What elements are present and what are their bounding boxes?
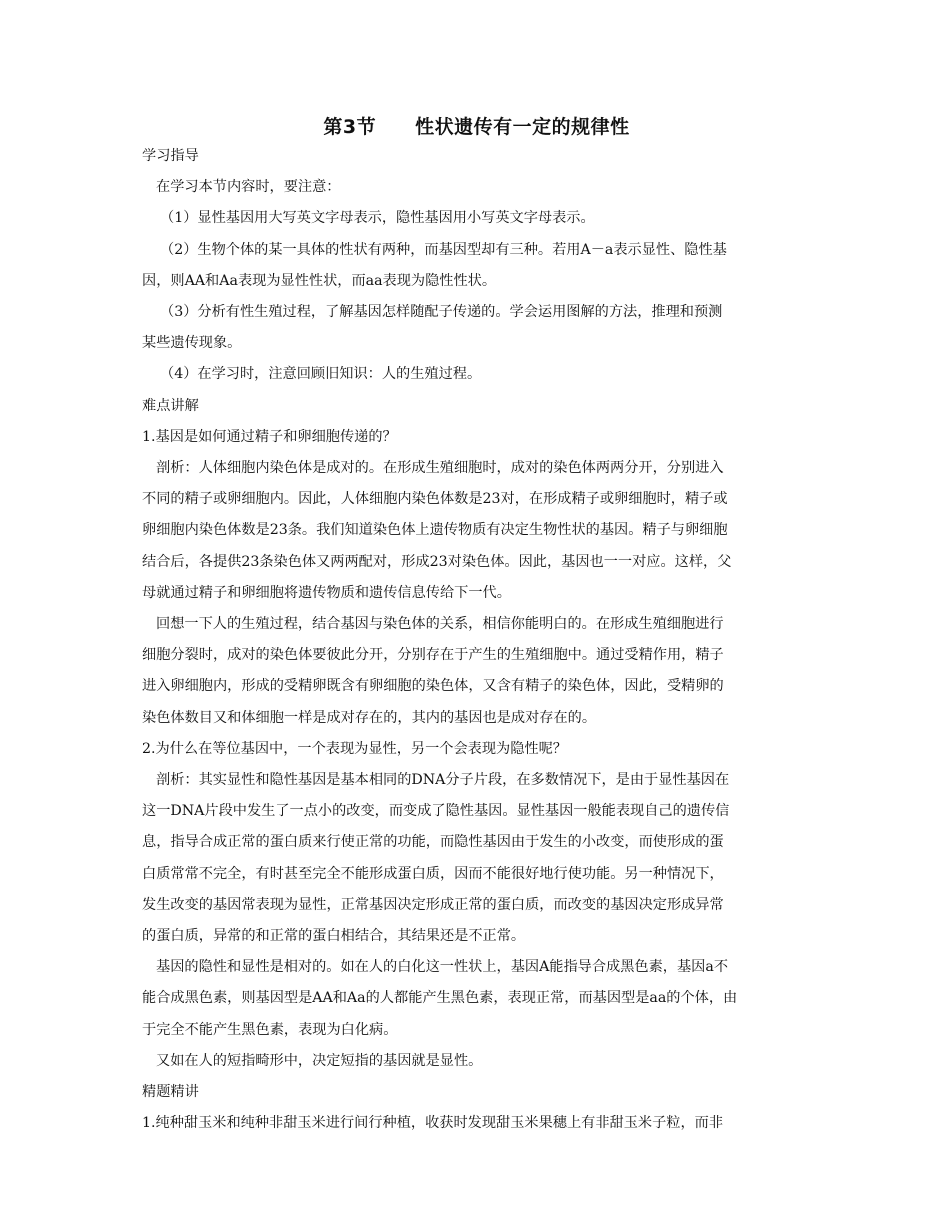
paragraph-line: 卵细胞内染色体数是23条。我们知道染色体上遗传物质有决定生物性状的基因。精子与卵细胞: [142, 522, 728, 539]
paragraph-line: 发生改变的基因常表现为显性，正常基因决定形成正常的蛋白质，而改变的基因决定形成异常: [142, 896, 724, 913]
paragraph-line: 进入卵细胞内，形成的受精卵既含有卵细胞的染色体，又含有精子的染色体，因此，受精卵的: [142, 678, 724, 695]
section-heading-difficulties: 难点讲解: [142, 397, 199, 414]
paragraph-line: 白质常常不完全，有时甚至完全不能形成蛋白质，因而不能很好地行使功能。另一种情况下，: [142, 865, 724, 882]
paragraph-line: （4）在学习时，注意回顾旧知识：人的生殖过程。: [160, 366, 482, 383]
paragraph-line: 细胞分裂时，成对的染色体要彼此分开，分别存在于产生的生殖细胞中。通过受精作用，精子: [142, 647, 724, 664]
paragraph-line: 回想一下人的生殖过程，结合基因与染色体的关系，相信你能明白的。在形成生殖细胞进行: [156, 616, 724, 633]
paragraph-line: （3）分析有性生殖过程，了解基因怎样随配子传递的。学会运用图解的方法，推理和预测: [160, 304, 723, 321]
paragraph-line: 的蛋白质，异常的和正常的蛋白相结合，其结果还是不正常。: [142, 928, 526, 945]
paragraph-line: 于完全不能产生黑色素，表现为白化病。: [142, 1021, 398, 1038]
paragraph-line: 不同的精子或卵细胞内。因此，人体细胞内染色体数是23对，在形成精子或卵细胞时，精子或: [142, 491, 728, 508]
paragraph-line: 染色体数目又和体细胞一样是成对存在的，其内的基因也是成对存在的。: [142, 709, 597, 726]
paragraph-line: 能合成黑色素，则基因型是AA和Aa的人都能产生黑色素，表现正常，而基因型是aa的个体，由: [142, 990, 738, 1007]
paragraph-line: （1）显性基因用大写英文字母表示，隐性基因用小写英文字母表示。: [160, 210, 595, 227]
paragraph-line: 剖析：其实显性和隐性基因是基本相同的DNA分子片段，在多数情况下，是由于显性基因在: [156, 772, 730, 789]
section-heading-study-guide: 学习指导: [142, 148, 199, 164]
question-line: 1.纯种甜玉米和纯种非甜玉米进行间行种植，收获时发现甜玉米果穗上有非甜玉米子粒，而非: [142, 1115, 724, 1132]
paragraph-line: 在学习本节内容时，要注意：: [156, 179, 341, 196]
paragraph-line: 又如在人的短指畸形中，决定短指的基因就是显性。: [156, 1052, 483, 1069]
page-title: 第3节 性状遗传有一定的规律性: [323, 116, 630, 138]
paragraph-line: （2）生物个体的某一具体的性状有两种，而基因型却有三种。若用A－a表示显性、隐性基: [160, 241, 727, 258]
question-line: 1.基因是如何通过精子和卵细胞传递的？: [142, 428, 397, 445]
question-line: 2.为什么在等位基因中，一个表现为显性，另一个会表现为隐性呢？: [142, 740, 567, 757]
paragraph-line: 基因的隐性和显性是相对的。如在人的白化这一性状上，基因A能指导合成黑色素，基因a不: [156, 959, 729, 976]
paragraph-line: 剖析：人体细胞内染色体是成对的。在形成生殖细胞时，成对的染色体两两分开，分别进入: [156, 460, 724, 477]
paragraph-line: 因，则AA和Aa表现为显性性状，而aa表现为隐性性状。: [142, 272, 497, 289]
paragraph-line: 结合后，各提供23条染色体又两两配对，形成23对染色体。因此，基因也一一对应。这样，父: [142, 553, 732, 570]
paragraph-line: 某些遗传现象。: [142, 335, 242, 352]
paragraph-line: 息，指导合成正常的蛋白质来行使正常的功能，而隐性基因由于发生的小改变，而使形成的蛋: [142, 834, 724, 851]
section-heading-examples: 精题精讲: [142, 1084, 199, 1101]
paragraph-line: 这一DNA片段中发生了一点小的改变，而变成了隐性基因。显性基因一般能表现自己的遗传信: [142, 803, 730, 820]
paragraph-line: 母就通过精子和卵细胞将遗传物质和遗传信息传给下一代。: [142, 584, 511, 601]
